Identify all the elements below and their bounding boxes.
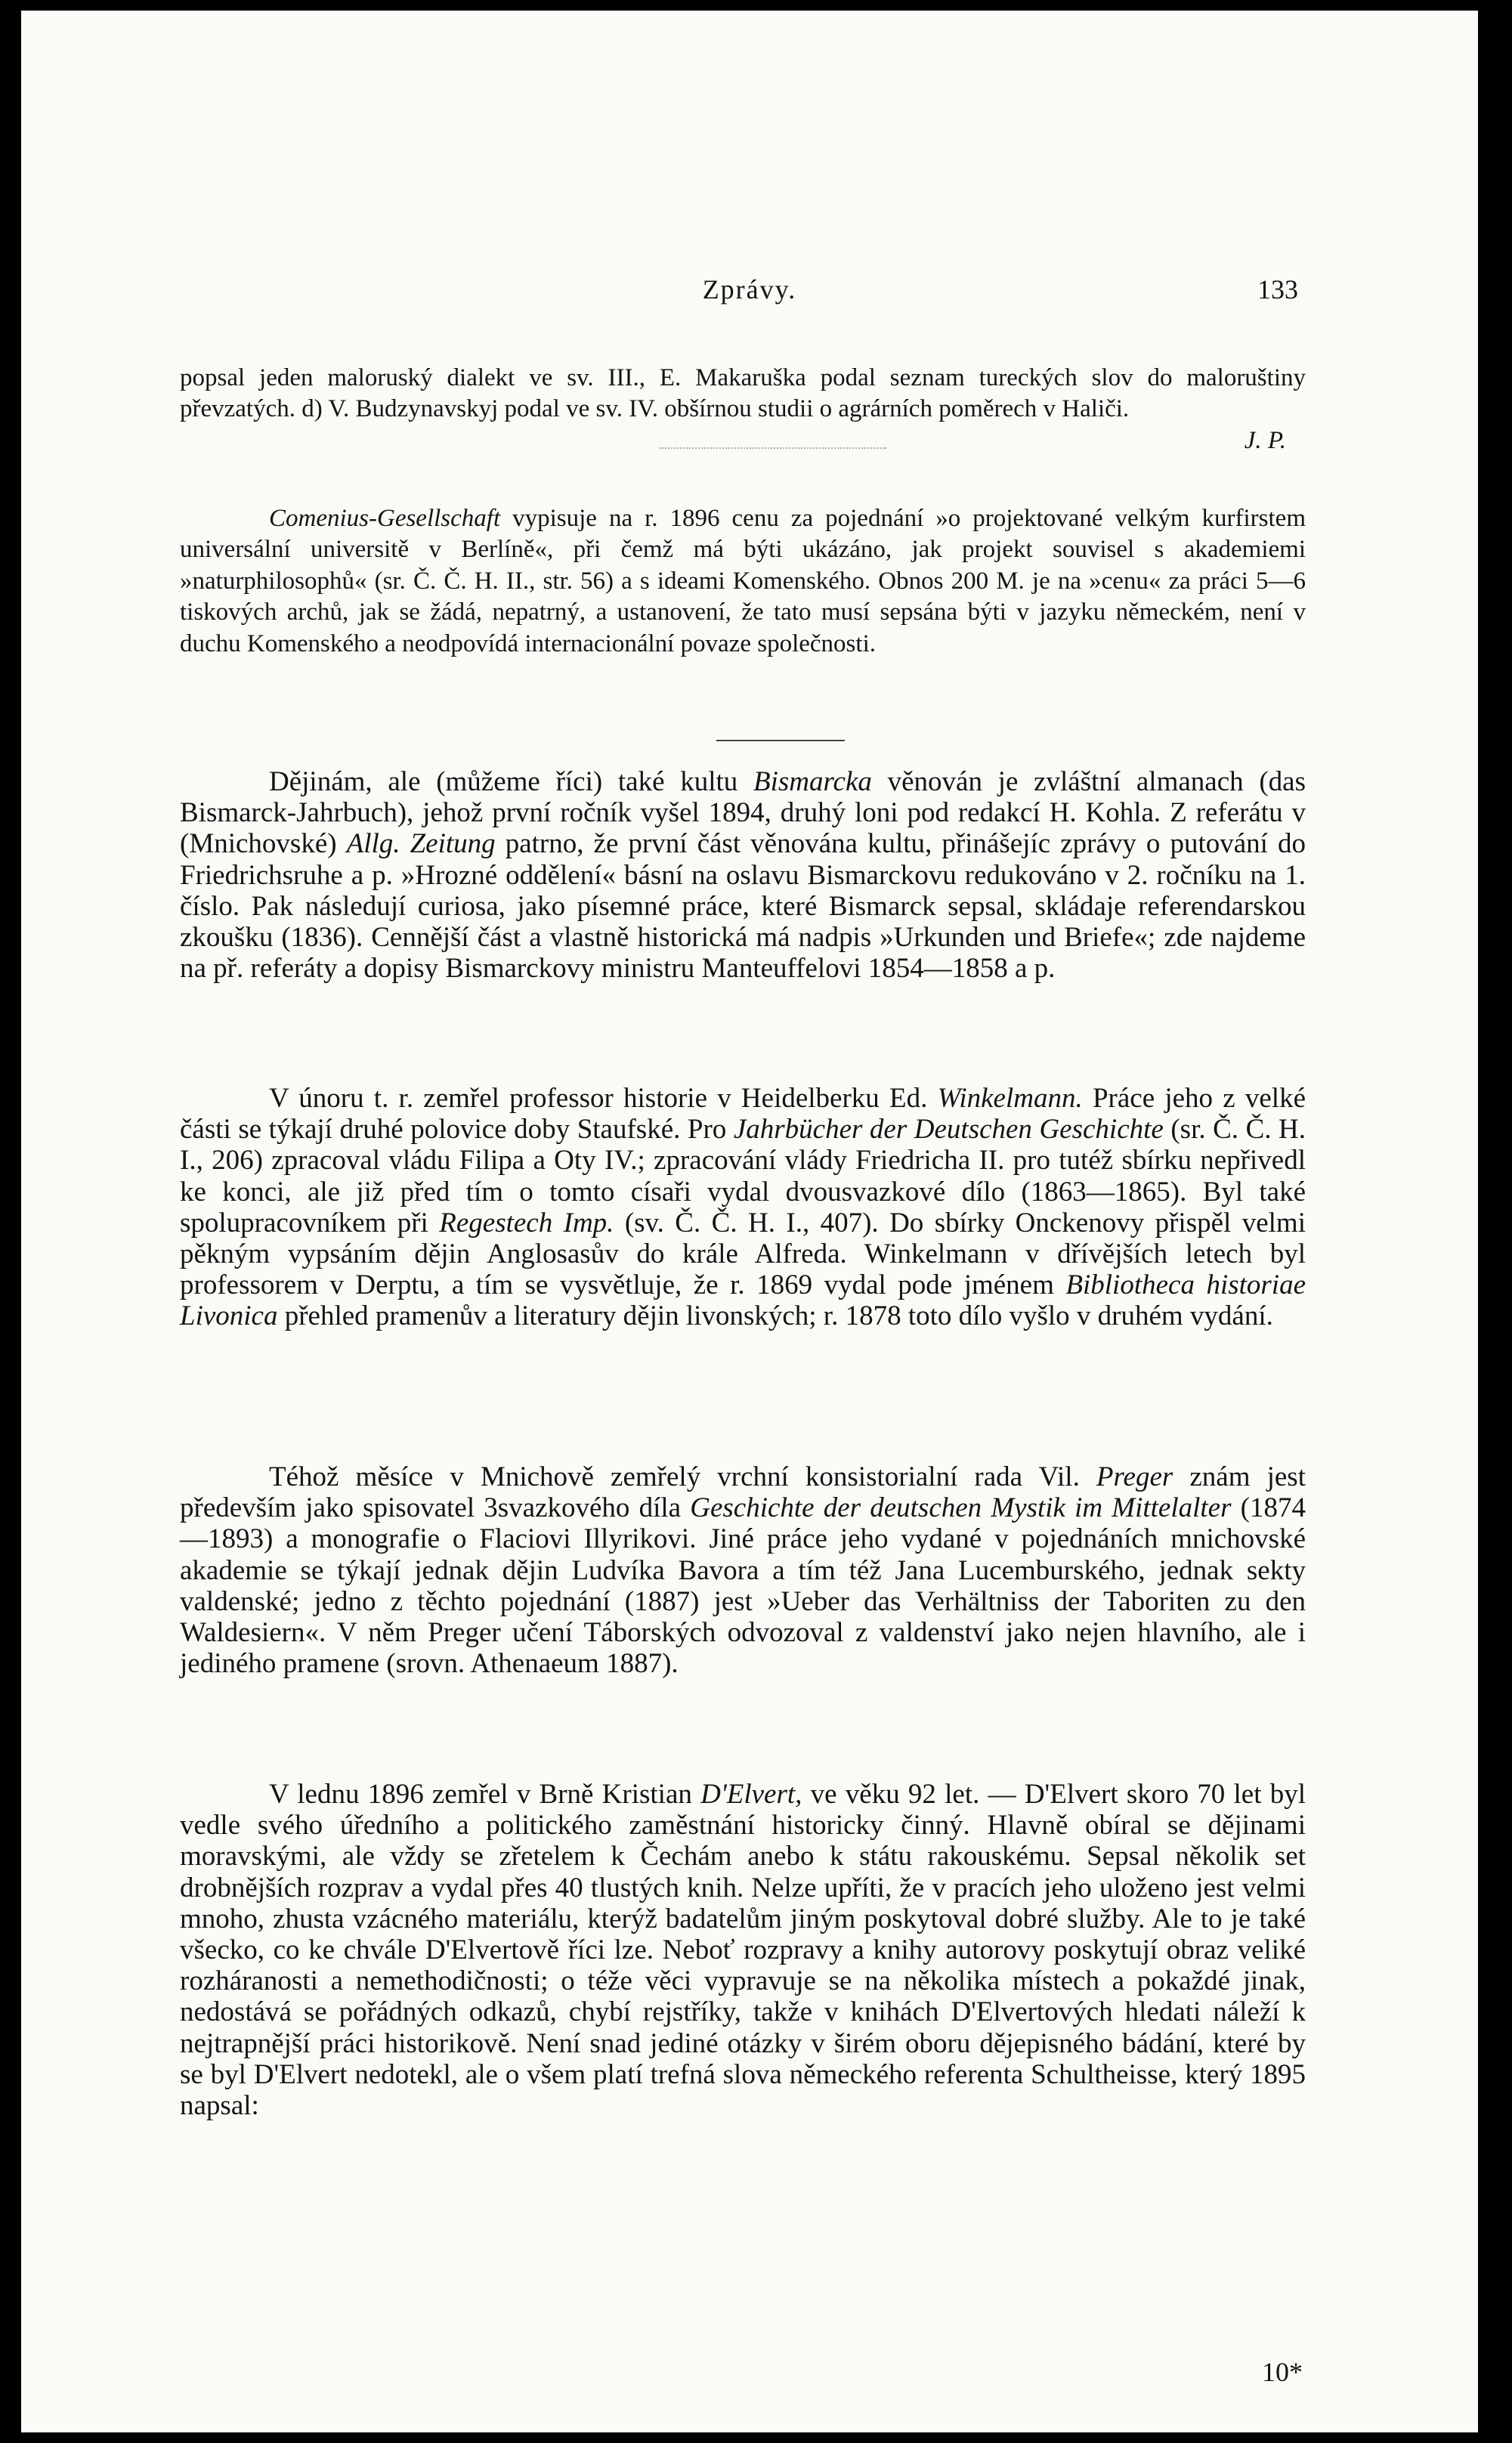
paragraph: Téhož měsíce v Mnichově zemřelý vrchní konsistorialní rada Vil. Preger znám jest především jako spisovatel 3svazkového díla Geschichte der deutschen Mystik im Mittelalter (1874—1893) a monografie o Flaciovi Illyrikovi. Jiné práce jeho vydané v pojednáních mnichovské akademie se týkají jednak dějin Ludvíka Bavora a tím též Jana Lucemburského, jednak sekty valdenské; jedno z těchto pojednání (1887) jest »Ueber das Verhältniss der Taboriten zu den Waldesiern«. V něm Preger učení Táborských odvozoval z valdenství jako nejen hlavního, ale i jediného pramene (srovn. Athenaeum 1887). [180,1461,1306,1680]
section-bismarck [180,766,1306,984]
decorative-dots [660,447,886,449]
page-number: 133 [1257,274,1298,305]
printer-signature-mark: 10* [1262,2357,1303,2387]
section-winkelmann [180,1083,1306,1332]
section-divider [716,740,845,741]
paragraph: Dějinám, ale (můžeme říci) také kultu Bismarcka věnován je zvláštní almanach (das Bismarck-Jahrbuch), jehož první ročník vyšel 1894, druhý loni pod redakcí H. Kohla. Z referátu v (Mnichovské) Allg. Zeitung patrno, že první část věnována kultu, přinášejíc zprávy o putování do Friedrichsruhe a p. »Hrozné oddělení« básní na oslavu Bismarckovu redukováno v 2. ročníku na 1. číslo. Pak následují curiosa, jako písemné práce, které Bismarck sepsal, skládaje referendarskou zkoušku (1836). Cennější část a vlastně historická má nadpis »Urkunden und Briefe«; zde najdeme na př. referáty a dopisy Bismarckovy ministru Manteuffelovi 1854—1858 a p. [180,766,1306,985]
paragraph: V únoru t. r. zemřel professor historie v Heidelberku Ed. Winkelmann. Práce jeho z velké části se týkají druhé polovice doby Staufské. Pro Jahrbücher der Deutschen Geschichte (sr. Č. Č. H. I., 206) zpracoval vládu Filipa a Oty IV.; zpracování vlády Friedricha II. pro tutéž sbírku nepřivedl ke konci, ale již před tím o tomto císaři vydal dvousvazkové dílo (1863—1865). Byl také spolupracovníkem při Regestech Imp. (sv. Č. Č. H. I., 407). Do sbírky Onckenovy přispěl velmi pěkným vypsáním dějin Anglosasův do krále Alfreda. Winkelmann v dřívějších letech byl professorem v Derptu, a tím se vysvětluje, že r. 1869 vydal pode jménem Bibliotheca historiae Livonica přehled pramenův a literatury dějin livonských; r. 1878 toto dílo vyšlo v druhém vydání. [180,1083,1306,1332]
author-signature: J. P. [1244,426,1286,454]
section-delvert [180,1779,1306,2121]
running-title: Zprávy. [702,274,797,305]
paragraph: V lednu 1896 zemřel v Brně Kristian D'Elvert, ve věku 92 let. — D'Elvert skoro 70 let byl vedle svého úředního a politického zaměstnání historicky činný. Hlavně obíral se dějinami moravskými, ale vždy se zřetelem k Čechám anebo k státu rakouskému. Sepsal několik set drobnějších rozprav a vydal přes 40 tlustých knih. Nelze upříti, že v pracích jeho uloženo jest velmi mnoho, zhusta vzácného materiálu, kterýž badatelům jiným poskytoval dobré služby. Ale to je také všecko, co ke chvále D'Elvertově říci lze. Neboť rozpravy a knihy autorovy poskytují obraz veliké rozháranosti a nemethodičnosti; o téže věci vypravuje se na několika místech a pokaždé jinak, nedostává se pořádných odkazů, chybí rejstříky, takže v knihách D'Elvertových hledati náleží k nejtrapnější práci historikově. Není snad jediné otázky v širém oboru dějepisného bádání, které by se byl D'Elvert nedotekl, ale o všem platí trefná slova německého referenta Schultheisse, který 1895 napsal: [180,1779,1306,2122]
page-header [21,274,1478,311]
section-dialect-report [180,363,1306,456]
section-preger [180,1461,1306,1679]
paragraph: Comenius-Gesellschaft vypisuje na r. 1896 cenu za pojednání »o projektované velkým kurfirstem universální universitě v Berlíně«, při čemž má býti ukázáno, jak projekt souvisel s akademiemi »naturphilosophů« (sr. Č. Č. H. II., str. 56) a s ideami Komenského. Obnos 200 M. je na »cenu« za práci 5—6 tiskových archů, jak se žádá, nepatrný, a ustanovení, že tato musí sepsána býti v jazyku německém, není v duchu Komenského a neodpovídá internacionální povaze společnosti. [180,505,1306,657]
section-comenius [180,503,1306,660]
paragraph: popsal jeden maloruský dialekt ve sv. III., E. Makaruška podal seznam tureckých slov do maloruštiny převzatých. d) V. Budzynavskyj podal ve sv. IV. obšírnou studii o agrárních poměrech v Haliči. [180,364,1306,423]
document-page [21,11,1478,2432]
